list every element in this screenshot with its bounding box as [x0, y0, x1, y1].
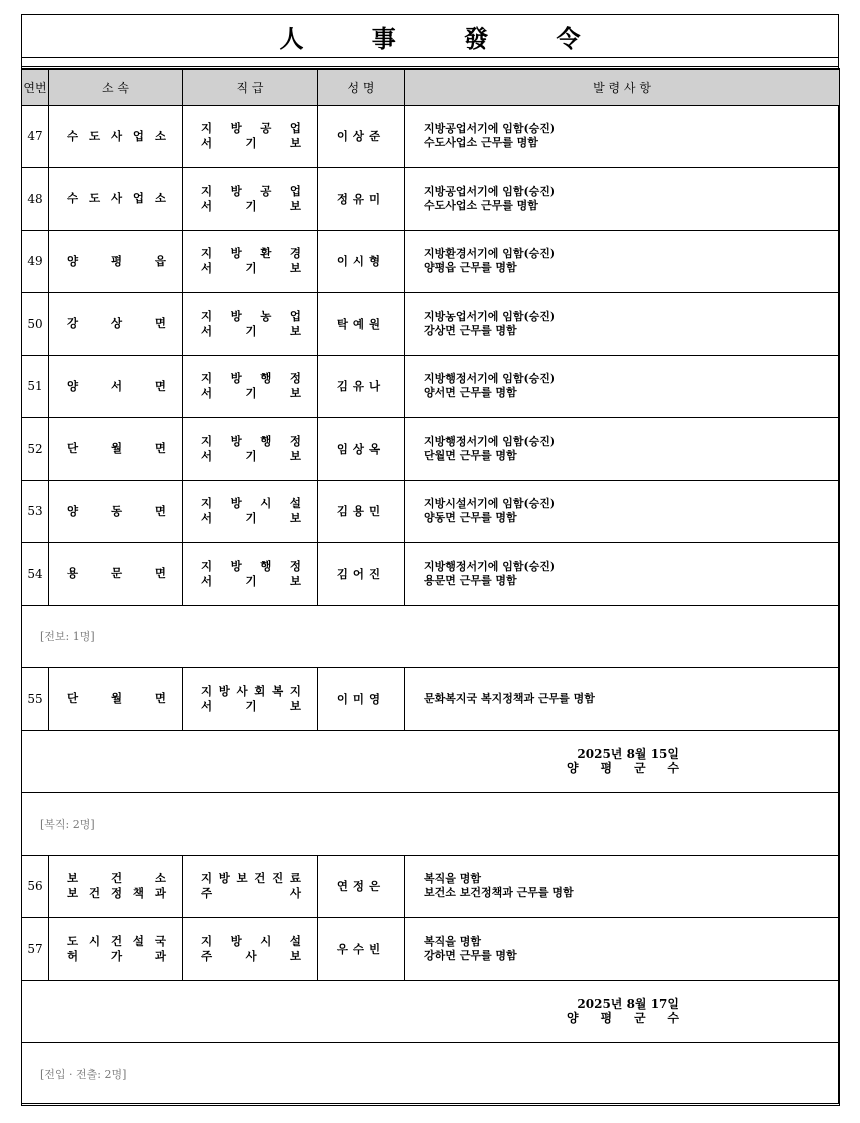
unit-line: 보 건 정 책 과 — [67, 886, 166, 901]
signature-block — [22, 980, 840, 1043]
detail-line: 복직을 명함 — [424, 934, 481, 948]
row-seq: 52 — [22, 418, 49, 481]
unit-line: 용 문 면 — [67, 566, 166, 581]
rank-line: 지 방 행 정 — [201, 371, 301, 386]
row-name: 이상준 — [318, 105, 405, 168]
row-seq: 50 — [22, 293, 49, 356]
unit-line: 단 월 면 — [67, 691, 166, 706]
row-unit — [49, 668, 183, 731]
rank-line: 주 사 보 — [201, 948, 301, 963]
unit-line: 도 시 건 설 국 — [67, 933, 166, 948]
table-row — [22, 355, 840, 418]
rank-line: 지 방 시 설 — [201, 496, 301, 511]
unit-line: 수 도 사 업 소 — [67, 191, 166, 206]
row-seq: 53 — [22, 480, 49, 543]
rank-line: 서 기 보 — [201, 698, 301, 713]
unit-line: 양 평 읍 — [67, 253, 166, 268]
row-rank — [183, 418, 318, 481]
row-detail — [405, 855, 840, 918]
row-detail — [405, 355, 840, 418]
sign-date: 2025년 8월 15일 — [577, 747, 679, 762]
row-name: 김어진 — [318, 543, 405, 606]
table-header-row — [22, 69, 840, 105]
detail-line: 복직을 명함 — [424, 872, 481, 886]
signature-row — [22, 980, 840, 1043]
rank-line: 지 방 보 건 진 료 — [201, 871, 301, 886]
row-name: 탁예원 — [318, 293, 405, 356]
row-unit — [49, 918, 183, 981]
detail-line: 수도사업소 근무를 명함 — [424, 198, 538, 212]
row-unit — [49, 293, 183, 356]
row-name: 김유나 — [318, 355, 405, 418]
table-body — [22, 105, 840, 1105]
sign-org — [22, 1011, 679, 1025]
row-seq: 49 — [22, 230, 49, 293]
table-row — [22, 918, 840, 981]
detail-line: 지방행정서기에 임함(승진) — [424, 559, 556, 573]
section-move — [22, 1043, 840, 1106]
row-unit — [49, 418, 183, 481]
unit-line: 양 서 면 — [67, 378, 166, 393]
row-name: 임상옥 — [318, 418, 405, 481]
table-row — [22, 168, 840, 231]
row-name: 우수빈 — [318, 918, 405, 981]
detail-line: 지방공업서기에 임함(승진) — [424, 122, 556, 136]
row-rank — [183, 230, 318, 293]
row-unit — [49, 855, 183, 918]
row-unit — [49, 355, 183, 418]
section-label: [복직: 2명] — [22, 793, 840, 856]
rank-line: 서 기 보 — [201, 573, 301, 588]
row-rank — [183, 543, 318, 606]
row-rank — [183, 918, 318, 981]
section-label: [전입 · 전출: 2명] — [22, 1043, 840, 1106]
header-name: 성 명 — [318, 69, 405, 105]
detail-line: 보건소 보건정책과 근무를 명함 — [424, 886, 574, 900]
table-row — [22, 543, 840, 606]
row-seq: 57 — [22, 918, 49, 981]
rank-line: 지 방 행 정 — [201, 433, 301, 448]
rank-line: 서 기 보 — [201, 136, 301, 151]
detail-line: 양서면 근무를 명함 — [424, 386, 517, 400]
detail-line: 양평읍 근무를 명함 — [424, 261, 517, 275]
sign-org-text: 양 평 군 수 — [567, 1011, 679, 1026]
header-rank: 직 급 — [183, 69, 318, 105]
row-detail — [405, 293, 840, 356]
detail-line: 지방행정서기에 임함(승진) — [424, 372, 556, 386]
row-rank — [183, 355, 318, 418]
table-row — [22, 105, 840, 168]
rank-line: 서 기 보 — [201, 511, 301, 526]
detail-line: 용문면 근무를 명함 — [424, 573, 517, 587]
row-name: 이미영 — [318, 668, 405, 731]
detail-line: 강상면 근무를 명함 — [424, 323, 517, 337]
title-divider — [22, 57, 838, 58]
signature-row — [22, 730, 840, 793]
row-unit — [49, 230, 183, 293]
table-row — [22, 418, 840, 481]
detail-line: 문화복지국 복지정책과 근무를 명함 — [424, 691, 595, 705]
table-row — [22, 668, 840, 731]
detail-line: 강하면 근무를 명함 — [424, 948, 517, 962]
sign-org — [22, 761, 679, 775]
row-seq: 48 — [22, 168, 49, 231]
unit-line: 수 도 사 업 소 — [67, 128, 166, 143]
detail-line: 지방행정서기에 임함(승진) — [424, 434, 556, 448]
section-transfer — [22, 605, 840, 668]
row-rank — [183, 293, 318, 356]
row-detail — [405, 168, 840, 231]
rank-line: 서 기 보 — [201, 261, 301, 276]
rank-line: 지 방 행 정 — [201, 558, 301, 573]
row-seq: 51 — [22, 355, 49, 418]
rank-line: 지 방 사 회 복 지 — [201, 683, 301, 698]
unit-line: 허 가 과 — [67, 948, 166, 963]
rank-line: 서 기 보 — [201, 386, 301, 401]
header-unit: 소 속 — [49, 69, 183, 105]
row-seq: 47 — [22, 105, 49, 168]
row-rank — [183, 480, 318, 543]
row-unit — [49, 105, 183, 168]
row-detail — [405, 230, 840, 293]
personnel-order-document — [21, 14, 839, 1104]
document-title: 人 事 發 令 — [279, 23, 611, 53]
row-seq: 54 — [22, 543, 49, 606]
table-row — [22, 230, 840, 293]
row-detail — [405, 105, 840, 168]
section-label: [전보: 1명] — [22, 605, 840, 668]
rank-line: 지 방 공 업 — [201, 121, 301, 136]
detail-line: 지방공업서기에 임함(승진) — [424, 184, 556, 198]
row-detail — [405, 418, 840, 481]
detail-line: 수도사업소 근무를 명함 — [424, 136, 538, 150]
row-rank — [183, 168, 318, 231]
unit-line: 양 동 면 — [67, 503, 166, 518]
row-rank — [183, 105, 318, 168]
row-detail — [405, 480, 840, 543]
row-seq: 56 — [22, 855, 49, 918]
row-unit — [49, 543, 183, 606]
rank-line: 주 사 — [201, 886, 301, 901]
sign-date: 2025년 8월 17일 — [577, 997, 679, 1012]
rank-line: 서 기 보 — [201, 448, 301, 463]
row-detail — [405, 543, 840, 606]
row-name: 김용민 — [318, 480, 405, 543]
unit-line: 단 월 면 — [67, 441, 166, 456]
row-seq: 55 — [22, 668, 49, 731]
row-name: 이시형 — [318, 230, 405, 293]
detail-line: 지방시설서기에 임함(승진) — [424, 497, 556, 511]
header-seq: 연번 — [22, 69, 49, 105]
detail-line: 양동면 근무를 명함 — [424, 511, 517, 525]
section-reinstate — [22, 793, 840, 856]
unit-line: 보 건 소 — [67, 871, 166, 886]
table-row — [22, 480, 840, 543]
row-detail — [405, 668, 840, 731]
detail-line: 지방환경서기에 임함(승진) — [424, 247, 556, 261]
table-row — [22, 855, 840, 918]
sign-org-text: 양 평 군 수 — [567, 761, 679, 776]
signature-block — [22, 730, 840, 793]
rank-line: 서 기 보 — [201, 198, 301, 213]
personnel-table — [21, 68, 840, 1106]
rank-line: 지 방 환 경 — [201, 246, 301, 261]
rank-line: 지 방 시 설 — [201, 933, 301, 948]
detail-line: 단월면 근무를 명함 — [424, 448, 517, 462]
detail-line: 지방농업서기에 임함(승진) — [424, 309, 556, 323]
row-rank — [183, 668, 318, 731]
unit-line: 강 상 면 — [67, 316, 166, 331]
table-row — [22, 293, 840, 356]
rank-line: 서 기 보 — [201, 323, 301, 338]
row-unit — [49, 480, 183, 543]
row-unit — [49, 168, 183, 231]
rank-line: 지 방 농 업 — [201, 308, 301, 323]
header-detail: 발 령 사 항 — [405, 69, 840, 105]
rank-line: 지 방 공 업 — [201, 183, 301, 198]
row-rank — [183, 855, 318, 918]
row-name: 연정은 — [318, 855, 405, 918]
row-detail — [405, 918, 840, 981]
row-name: 정유미 — [318, 168, 405, 231]
title-divider-double — [22, 66, 838, 67]
